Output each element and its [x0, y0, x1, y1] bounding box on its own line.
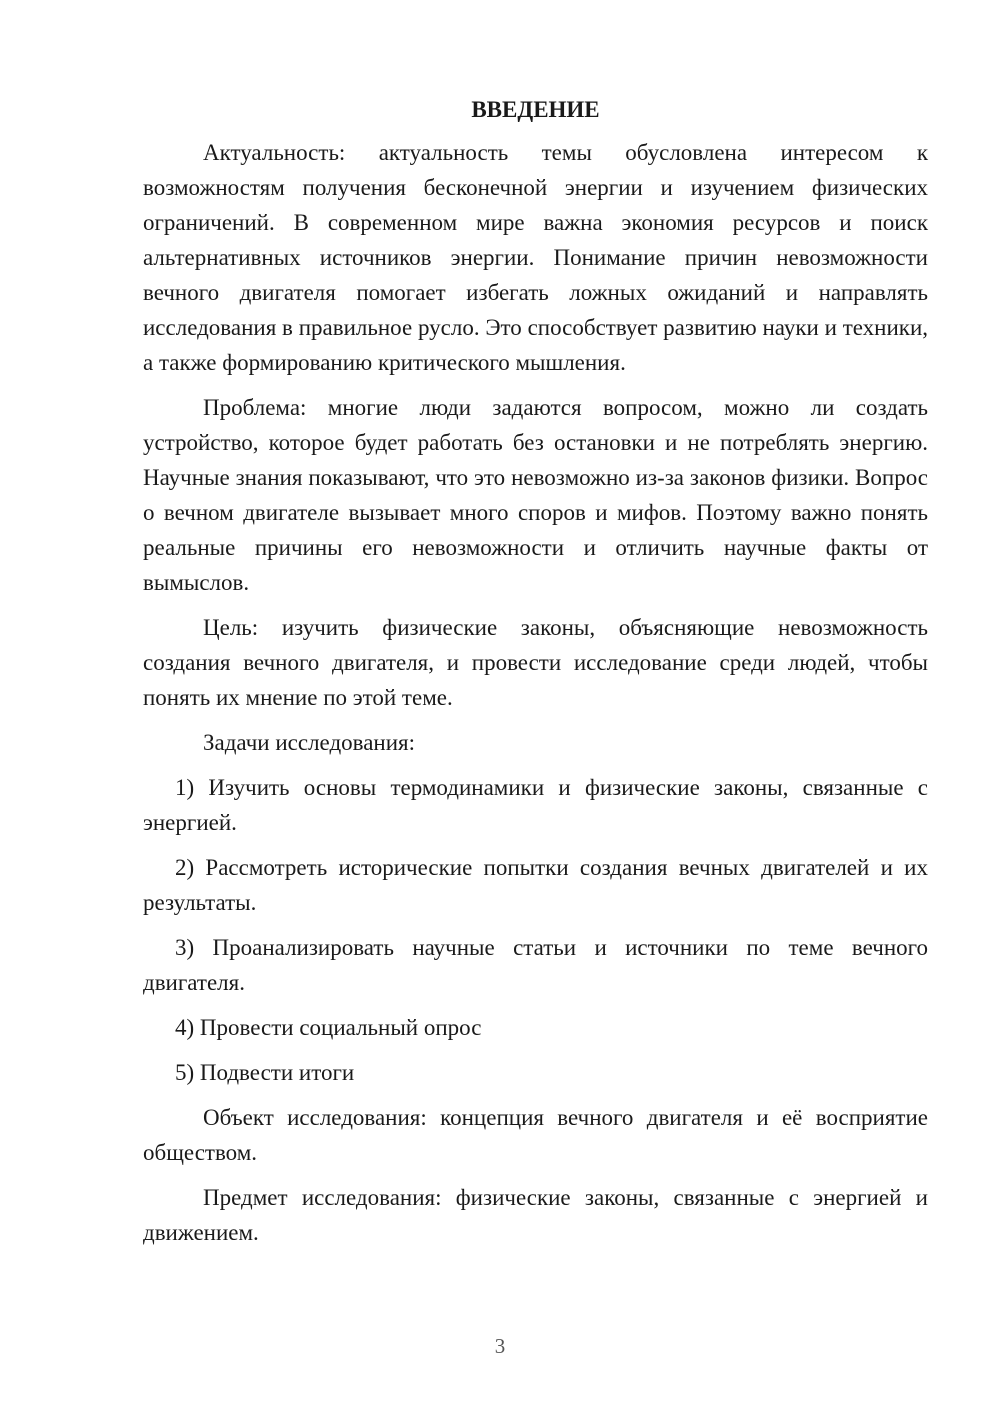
- problem-paragraph: Проблема: многие люди задаются вопросом, можно ли создать устройство, которое будет работать без остановки и не потреблять энергию. Научные знания показывают, что это невозможно из-за законов физики. Вопрос о вечном двигателе вызывает много споров и мифов. Поэтому важно понять реальные причины его невозможности и отличить научные факты от вымыслов.: [143, 395, 928, 595]
- goal-paragraph: Цель: изучить физические законы, объясняющие невозможность создания вечного двигателя, и провести исследование среди людей, чтобы понять их мнение по этой теме.: [143, 615, 928, 710]
- document-page: [143, 92, 928, 1260]
- relevance-paragraph: Актуальность: актуальность темы обусловлена интересом к возможностям получения бесконечной энергии и изучением физических ограничений. В современном мире важна экономия ресурсов и поиск альтернативных источников энергии. Понимание причин невозможности вечного двигателя помогает избегать ложных ожиданий и направлять исследования в правильное русло. Это способствует развитию науки и техники, а также формированию критического мышления.: [143, 140, 928, 375]
- object-paragraph: Объект исследования: концепция вечного двигателя и её восприятие обществом.: [143, 1105, 928, 1165]
- task-item-5: 5) Подвести итоги: [175, 1060, 355, 1085]
- page-number: 3: [494, 1334, 506, 1358]
- section-title: ВВЕДЕНИЕ: [471, 97, 600, 122]
- task-item-4: 4) Провести социальный опрос: [175, 1015, 482, 1040]
- task-item-2: 2) Рассмотреть исторические попытки создания вечных двигателей и их результаты.: [143, 855, 928, 915]
- task-item-1: 1) Изучить основы термодинамики и физические законы, связанные с энергией.: [143, 775, 928, 835]
- task-item-3: 3) Проанализировать научные статьи и источники по теме вечного двигателя.: [143, 935, 928, 995]
- tasks-heading: Задачи исследования:: [203, 730, 416, 755]
- subject-paragraph: Предмет исследования: физические законы, связанные с энергией и движением.: [143, 1185, 928, 1245]
